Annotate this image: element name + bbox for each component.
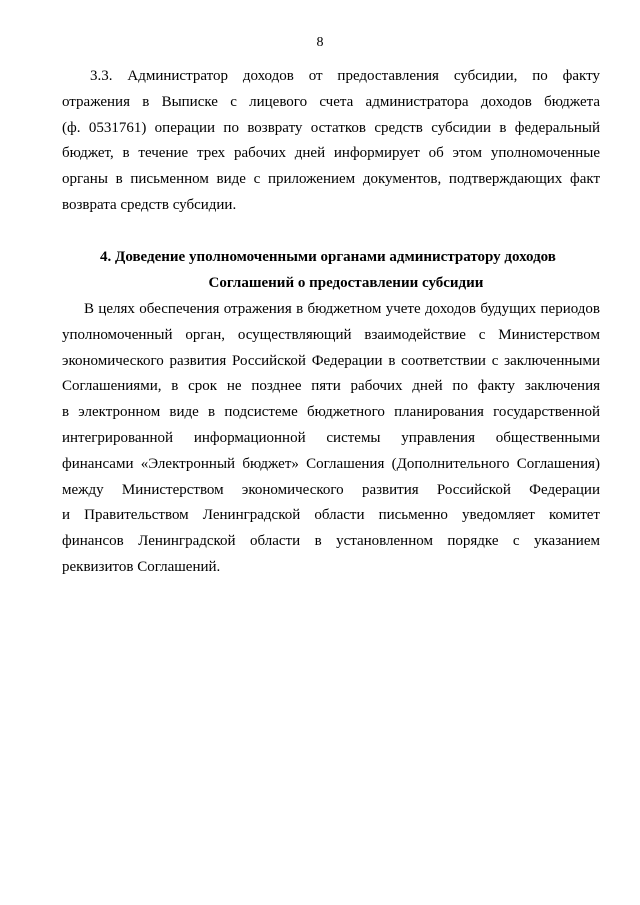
text-line: финансов Ленинградской области в установленном порядке с указанием: [62, 533, 600, 550]
heading-line: 4. Доведение уполномоченными органами администратору доходов: [100, 249, 556, 265]
text-line: возврата средств субсидии.: [62, 196, 237, 213]
section-4-heading: [62, 245, 600, 297]
heading-line: Соглашений о предоставлении субсидии: [208, 274, 484, 291]
text-line: экономического развития Российской Федерации в соответствии с заключенными: [62, 352, 600, 369]
text-line: (ф. 0531761) операции по возврату остатков средств субсидии в федеральный: [62, 119, 600, 136]
text-line: и Правительством Ленинградской области письменно уведомляет комитет: [62, 507, 600, 524]
text-line: 3.3. Администратор доходов от предоставления субсидии, по факту: [90, 68, 600, 84]
text-line: между Министерством экономического развития Российской Федерации: [62, 481, 600, 498]
text-line: реквизитов Соглашений.: [62, 558, 221, 575]
text-line: Соглашениями, в срок не позднее пяти рабочих дней по факту заключения: [62, 378, 600, 395]
text-line: бюджет, в течение трех рабочих дней информирует об этом уполномоченные: [62, 145, 600, 162]
text-line: интегрированной информационной системы управления общественными: [62, 429, 600, 446]
page-number: 8: [316, 35, 324, 50]
text-line: В целях обеспечения отражения в бюджетном учете доходов будущих периодов: [84, 301, 600, 317]
text-line: в электронном виде в подсистеме бюджетного планирования государственной: [62, 404, 600, 421]
paragraph-3-3: [62, 64, 600, 219]
text-line: отражения в Выписке с лицевого счета администратора доходов бюджета: [62, 93, 600, 110]
paragraph-4: [62, 297, 600, 581]
text-line: органы в письменном виде с приложением документов, подтверждающих факт: [62, 171, 600, 188]
text-line: финансами «Электронный бюджет» Соглашения (Дополнительного Соглашения): [62, 455, 600, 472]
text-line: уполномоченный орган, осуществляющий взаимодействие с Министерством: [62, 326, 600, 343]
